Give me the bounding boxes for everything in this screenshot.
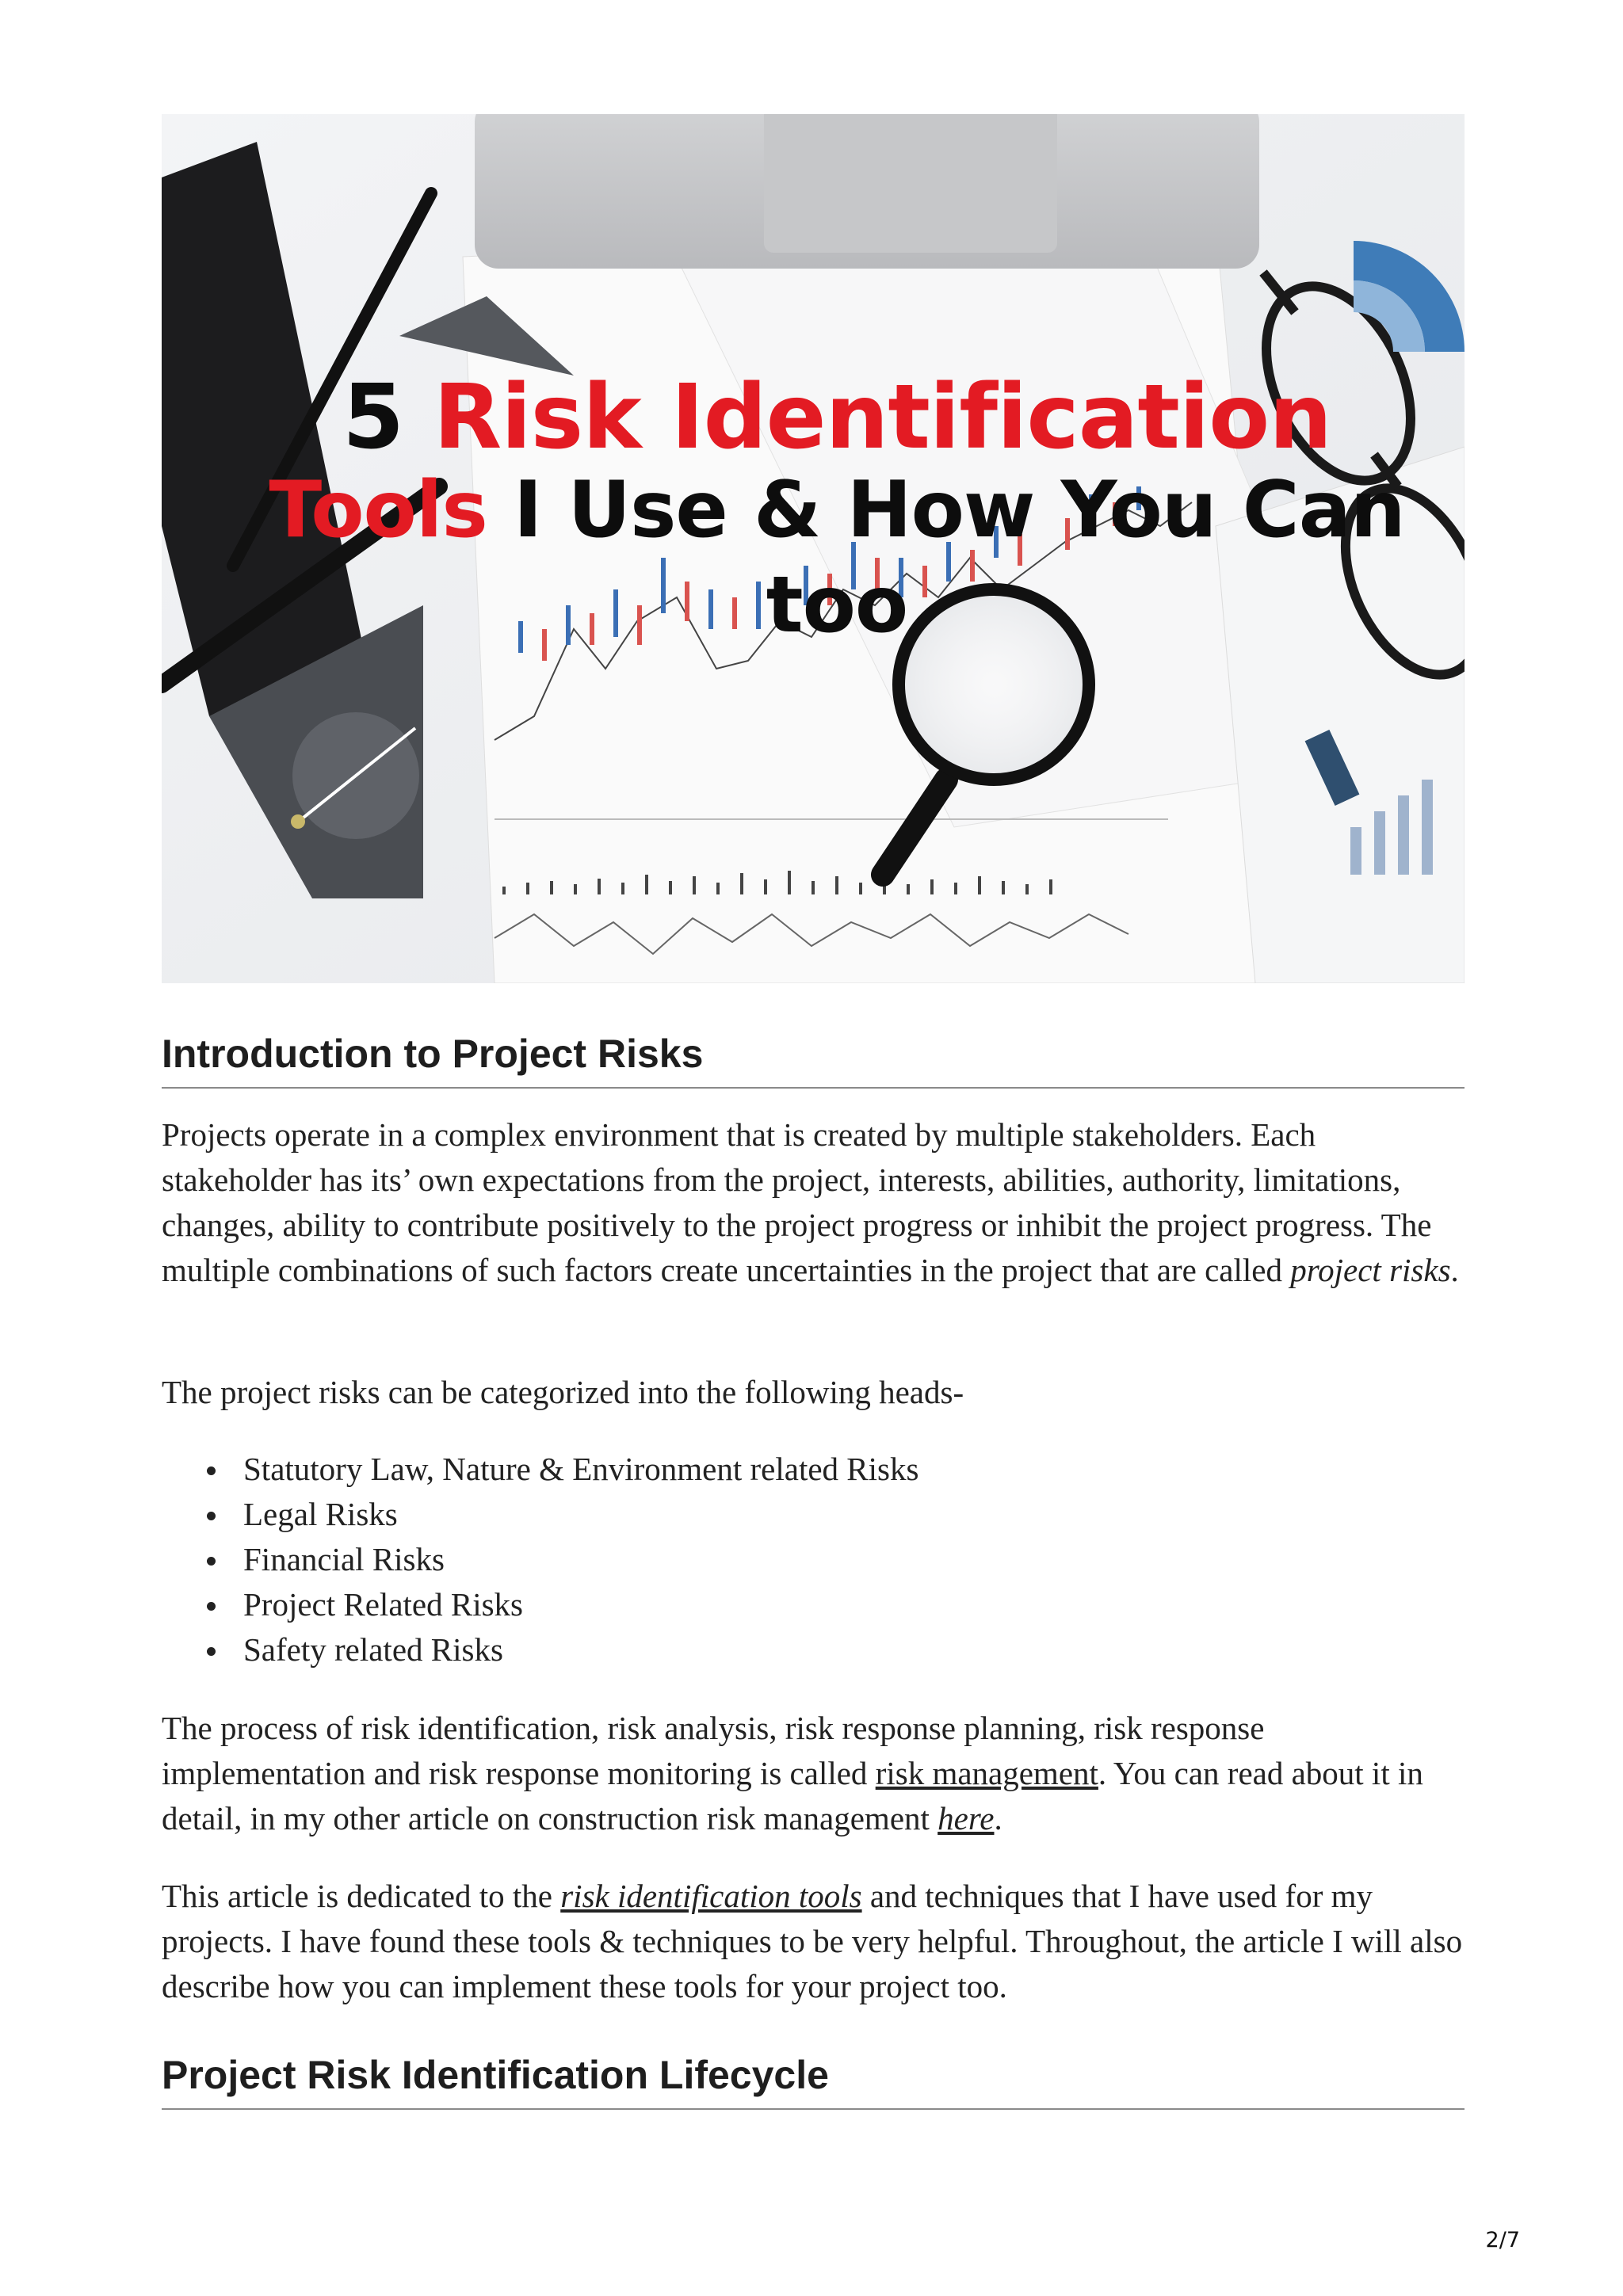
- lifecycle-heading: Project Risk Identification Lifecycle: [162, 2051, 1465, 2110]
- risk-heads-list: [162, 1447, 918, 1672]
- rm-period: .: [994, 1800, 1002, 1836]
- risk-identification-tools-link[interactable]: [560, 1878, 861, 1914]
- intro-paragraph: [162, 1112, 1469, 1293]
- intro-period: .: [1450, 1252, 1459, 1288]
- hero-title-red-1: Risk Identification: [433, 366, 1331, 469]
- dedication-paragraph: [162, 1874, 1469, 2009]
- rm-text-b: . You can read about it in detail, in my other article on construction risk management: [162, 1755, 1423, 1836]
- list-item: Project Related Risks: [243, 1582, 918, 1627]
- here-link-text: here: [938, 1800, 995, 1836]
- hero-title-black-2: I Use & How You Can too: [513, 465, 1405, 650]
- risk-management-paragraph: [162, 1706, 1469, 1841]
- list-item: Legal Risks: [243, 1492, 918, 1537]
- hero-title-number: 5: [342, 366, 403, 469]
- categories-intro: The project risks can be categorized into the following heads-: [162, 1374, 964, 1410]
- intro-text: Projects operate in a complex environment that is created by multiple stakeholders. Each stakeholder has its’ own expectations from the project, interests, abilities, authority, limitations, changes, ability to contribute positively to the project progress or inhibit the project progress. The multiple combinations of such factors create uncertainties in the project that are called: [162, 1116, 1432, 1288]
- intro-heading: Introduction to Project Risks: [162, 1030, 1465, 1089]
- project-risks-emphasis: project risks: [1290, 1252, 1451, 1288]
- hero-title-red-2: Tools: [269, 465, 487, 555]
- list-item: Statutory Law, Nature & Environment related Risks: [243, 1447, 918, 1492]
- hero-image: [162, 114, 1465, 983]
- ded-text-b: and techniques that I have used for my projects. I have found these tools & techniques to be very helpful. Throughout, the article I will also describe how you can implement these tools for your project too.: [162, 1878, 1463, 2004]
- hero-title-line-2: [162, 463, 1465, 653]
- risk-identification-tools-text: risk identification tools: [560, 1878, 862, 1914]
- hero-title-line-1: [162, 366, 1465, 469]
- rm-text-a: The process of risk identification, risk analysis, risk response planning, risk response implementation and risk response monitoring is called: [162, 1710, 1265, 1791]
- risk-management-link[interactable]: risk management: [875, 1755, 1098, 1791]
- list-item: Safety related Risks: [243, 1627, 918, 1672]
- here-link[interactable]: [938, 1800, 994, 1836]
- ded-text-a: This article is dedicated to the: [162, 1878, 561, 1914]
- page-number: 2/7: [1485, 2228, 1520, 2252]
- list-item: Financial Risks: [243, 1537, 918, 1582]
